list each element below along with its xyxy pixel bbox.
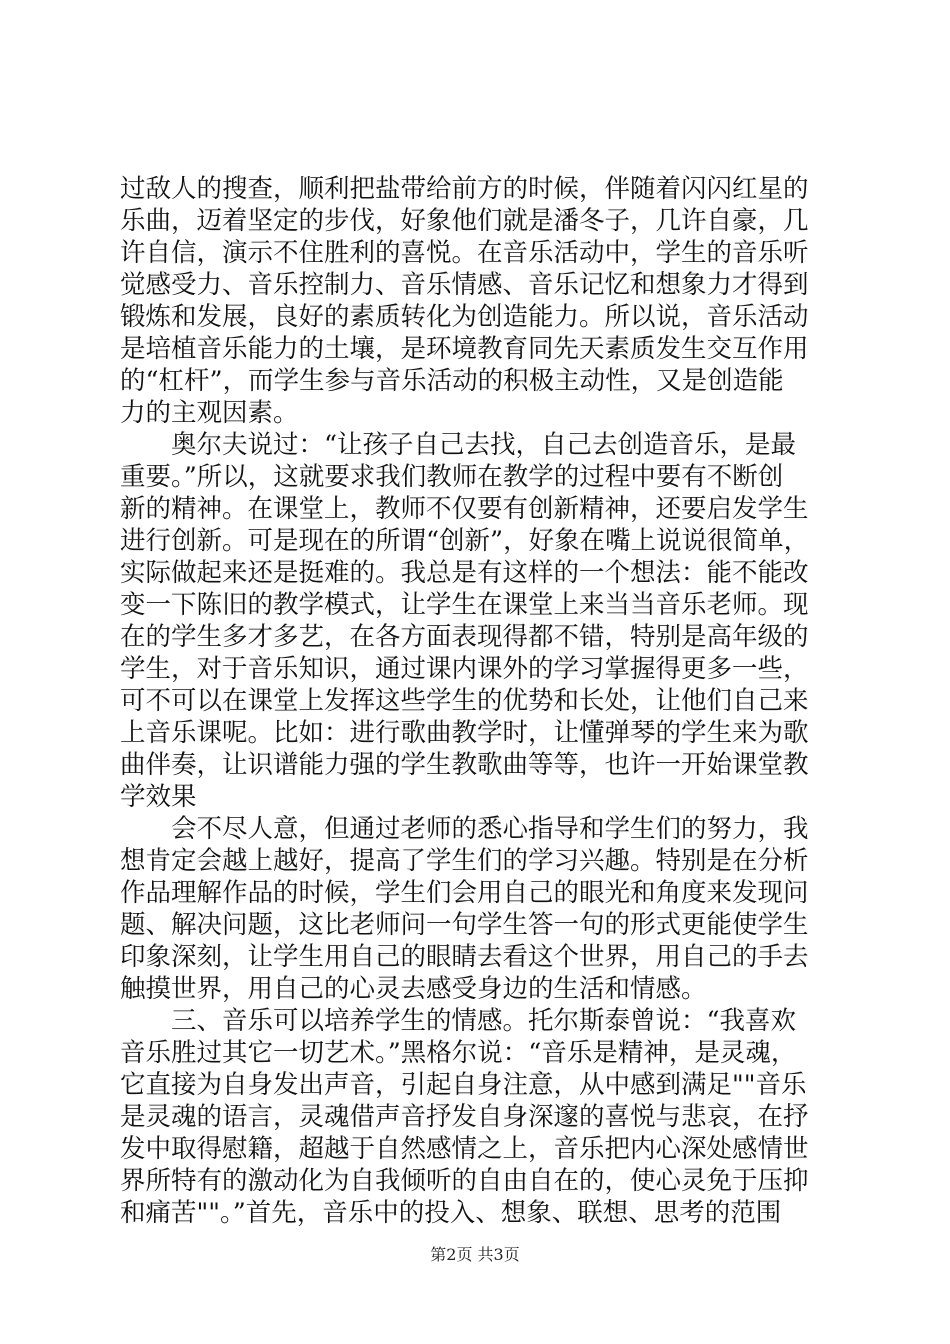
text-line: 印象深刻，让学生用自己的眼睛去看这个世界，用自己的手去 <box>120 942 809 972</box>
text-line: 和痛苦""。”首先，音乐中的投入、想象、联想、思考的范围 <box>120 1198 782 1228</box>
text-line: 重要。”所以，这就要求我们教师在教学的过程中要有不断创 <box>120 462 784 492</box>
text-line: 过敌人的搜查，顺利把盐带给前方的时候，伴随着闪闪红星的 <box>120 174 809 204</box>
text-line: 变一下陈旧的教学模式，让学生在课堂上来当当音乐老师。现 <box>120 590 809 620</box>
text-line: 触摸世界，用自己的心灵去感受身边的生活和情感。 <box>120 974 707 1004</box>
text-line: 锻炼和发展，良好的素质转化为创造能力。所以说，音乐活动 <box>120 302 809 332</box>
text-line: 作品理解作品的时候，学生们会用自己的眼光和角度来发现问 <box>120 878 809 908</box>
text-line: 界所特有的激动化为自我倾听的自由自在的，使心灵免于压抑 <box>120 1166 809 1196</box>
text-line: 力的主观因素。 <box>120 398 299 428</box>
text-line: 是灵魂的语言，灵魂借声音抒发自身深邃的喜悦与悲哀，在抒 <box>120 1102 809 1132</box>
text-line: 在的学生多才多艺，在各方面表现得都不错，特别是高年级的 <box>120 622 809 652</box>
text-line: 可不可以在课堂上发挥这些学生的优势和长处，让他们自己来 <box>120 686 809 716</box>
text-line: 实际做起来还是挺难的。我总是有这样的一个想法：能不能改 <box>120 558 809 588</box>
text-line: 是培植音乐能力的土壤，是环境教育同先天素质发生交互作用 <box>120 334 809 364</box>
text-line: 会不尽人意，但通过老师的悉心指导和学生们的努力，我 <box>120 814 809 844</box>
text-line: 乐曲，迈着坚定的步伐，好象他们就是潘冬子，几许自豪，几 <box>120 206 809 236</box>
text-line: 学生，对于音乐知识，通过课内课外的学习掌握得更多一些， <box>120 654 809 684</box>
text-line: 的“杠杆”，而学生参与音乐活动的积极主动性，又是创造能 <box>120 366 784 396</box>
text-line: 音乐胜过其它一切艺术。”黑格尔说：“音乐是精神，是灵魂， <box>120 1038 797 1068</box>
text-line: 进行创新。可是现在的所谓“创新”，好象在嘴上说说很简单， <box>120 526 810 556</box>
text-line: 学效果 <box>120 782 197 812</box>
text-line: 三、音乐可以培养学生的情感。托尔斯泰曾说：“我喜欢 <box>120 1006 797 1036</box>
page-footer: 第2页 共3页 <box>430 1245 520 1264</box>
text-line: 新的精神。在课堂上，教师不仅要有创新精神，还要启发学生 <box>120 494 809 524</box>
text-line: 想肯定会越上越好，提高了学生们的学习兴趣。特别是在分析 <box>120 846 809 876</box>
text-line: 奥尔夫说过：“让孩子自己去找，自己去创造音乐，是最 <box>120 430 797 460</box>
text-line: 许自信，演示不住胜利的喜悦。在音乐活动中，学生的音乐听 <box>120 238 809 268</box>
text-line: 觉感受力、音乐控制力、音乐情感、音乐记忆和想象力才得到 <box>120 270 809 300</box>
body-text <box>120 173 840 1229</box>
text-line: 它直接为自身发出声音，引起自身注意，从中感到满足""音乐 <box>120 1070 807 1100</box>
text-line: 上音乐课呢。比如：进行歌曲教学时，让懂弹琴的学生来为歌 <box>120 718 809 748</box>
text-line: 发中取得慰籍，超越于自然感情之上，音乐把内心深处感情世 <box>120 1134 809 1164</box>
text-line: 曲伴奏，让识谱能力强的学生教歌曲等等，也许一开始课堂教 <box>120 750 809 780</box>
text-line: 题、解决问题，这比老师问一句学生答一句的形式更能使学生 <box>120 910 809 940</box>
